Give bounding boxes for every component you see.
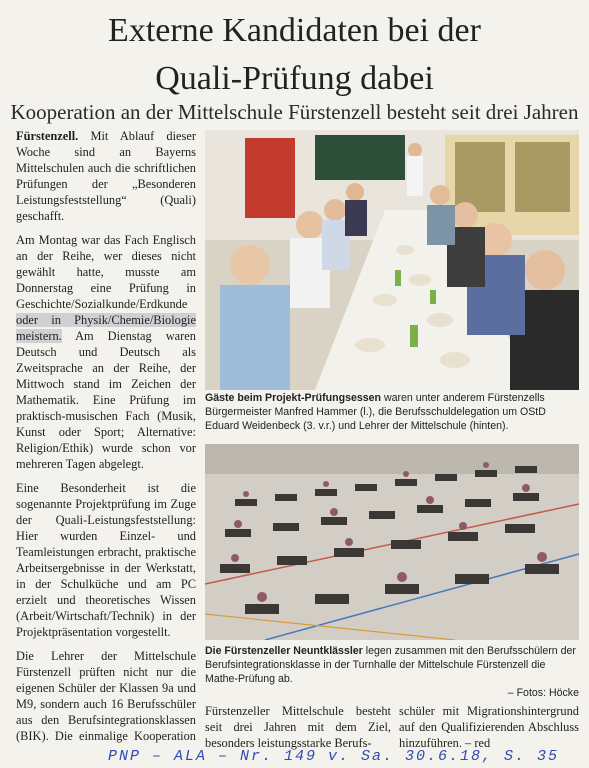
caption-1-lead: Gäste beim Projekt-Prüfungsessen (205, 392, 382, 404)
paragraph-2: Am Montag war das Fach Englisch an der Reihe, wer dieses nicht gewählt hatte, musste am Donnerstag eine Prüfung in Geschichte/Sozialkunde/Erdkunde oder in Physik/Chemie/Biologie meistern. Am Dienstag waren Deutsch und Deutsch als Zweitsprache an der Reihe, der Mittwoch stand im Zeichen der Mathematik. Eine Prüfung im praktisch-musischen Fach (Musik, Kunst oder Sport; Alternative: Religion/Ethik) wurde schon vor mehreren Tagen abgelegt. (16, 233, 196, 471)
article-body-continuation-1: Fürstenzeller Mittelschule besteht seit drei Jahren mit dem Ziel, besonders leistungsstarke Berufs- (205, 704, 391, 750)
photo-gym-exam-illustration (205, 444, 579, 640)
photo-caption-2: Die Fürstenzeller Neuntklässler legen zusammen mit den Berufsschülern der Berufsintegrationsklasse in der Turnhalle der Mittelschule Fürstenzell die Mathe-Prüfung ab. – Fotos: Höcke (205, 645, 579, 699)
photo-exam-dinner (205, 130, 579, 390)
photo-caption-1: Gäste beim Projekt-Prüfungsessen waren unter anderem Fürstenzells Bürgermeister Manfred Hammer (l.), die Berufsschuldelegation um OStD Eduard Weidenbeck (3. v.r.) und Lehrer der Mittelschule (hinten). (205, 392, 546, 432)
article-body-continuation-2: schüler mit Migrationshintergrund auf den Qualifizierenden Abschluss hinzuführen. – red (399, 704, 579, 750)
article-body-column (16, 128, 196, 743)
highlighted-text: oder in Physik/Chemie/Biologie meistern. (16, 313, 196, 343)
subheadline: Kooperation an der Mittelschule Fürstenzell besteht seit drei Jahren (10, 100, 579, 124)
headline-line-2: Quali-Prüfung dabei (155, 60, 434, 97)
photo-exam-dinner-illustration (205, 130, 579, 390)
paragraph-3: Eine Besonderheit ist die sogenannte Projektprüfung im Zuge der Quali-Leistungsfeststellung: Hier wurden Einzel- und Teamleistungen erbracht, praktische Arbeitsergebnisse in der Werkstatt, in der Schulküche und am PC erzielt und theoretisches Wissen (Arbeit/Wirtschaft/Technik) in der Projektpräsentation vorgestellt. (16, 481, 196, 639)
paragraph-1: Fürstenzell. Mit Ablauf dieser Woche sind an Bayerns Mittelschulen auch die schriftlichen Prüfungen der „Besonderen Leistungsfeststellung“ (Quali) geschafft. (16, 129, 196, 223)
dateline: Fürstenzell. (16, 129, 79, 143)
photo-gym-exam (205, 444, 579, 640)
paragraph-4: Die Lehrer der Mittelschule Fürstenzell prüften nicht nur die eigenen Schüler der Klassen 9a und M9, sondern auch 16 Berufsschüler aus den Berufsintegrationsklassen (BIK). Die einmalige Kooperation (16, 649, 196, 743)
caption-2-lead: Die Fürstenzeller Neuntklässler (205, 645, 363, 657)
headline (0, 12, 589, 98)
photo-credit: – Fotos: Höcke (507, 687, 579, 699)
handwritten-source-note: PNP – ALA – Nr. 149 v. Sa. 30.6.18, S. 35 (108, 748, 560, 765)
headline-line-1: Externe Kandidaten bei der (108, 12, 481, 49)
